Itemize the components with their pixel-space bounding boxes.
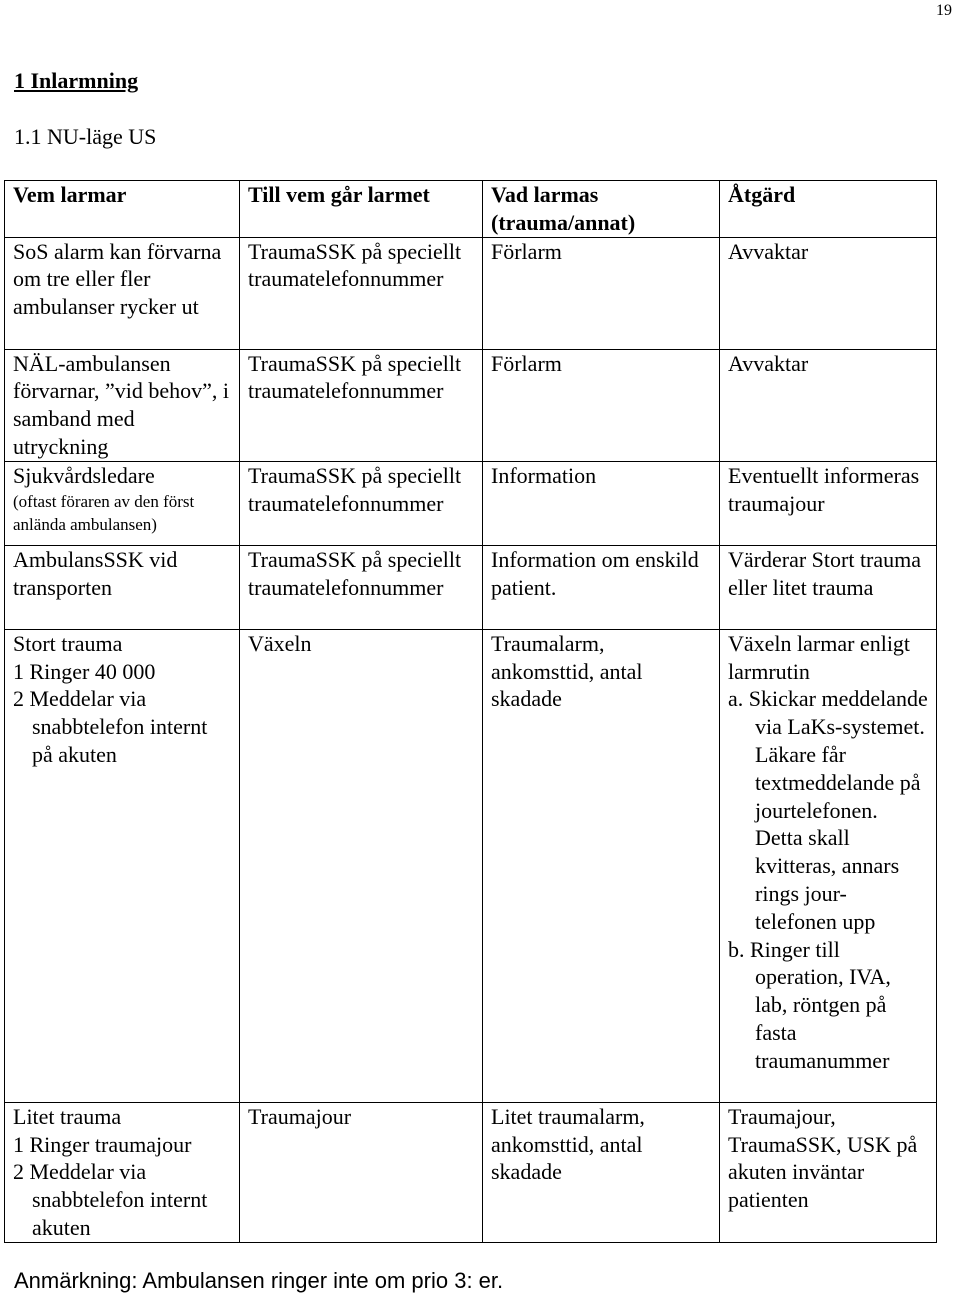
cell-who-title: Stort trauma (13, 630, 123, 656)
section-heading: 1 Inlarmning (14, 68, 139, 93)
cell-action (720, 629, 937, 1102)
subsection-heading: 1.1 NU-läge US (14, 124, 157, 149)
cell-action: Traumajour, TraumaSSK, USK på akuten inväntar patienten (720, 1102, 937, 1242)
cell-who-title: Sjukvårdsledare (13, 462, 155, 488)
cell-what: Information (483, 461, 720, 545)
cell-who-step: 2 Meddelar via snabbtelefon internt på akuten (13, 686, 208, 767)
header-who: Vem larmar (5, 181, 240, 238)
cell-who-step: 2 Meddelar via snabbtelefon internt akuten (13, 1159, 208, 1240)
table-row (5, 237, 937, 349)
alarm-table (4, 180, 937, 1243)
cell-to: TraumaSSK på speciellt traumatelefonnummer (240, 349, 483, 461)
cell-who (5, 1102, 240, 1242)
table-row (5, 461, 937, 545)
cell-who (5, 629, 240, 1102)
cell-action-step: a. Skickar meddelande via LaKs-systemet. Läkare får textmeddelande på jourtelefonen. Detta skall kvitteras, annars rings jour-telefonen upp (728, 686, 928, 934)
cell-what: Förlarm (483, 349, 720, 461)
table-row (5, 349, 937, 461)
footnote: Anmärkning: Ambulansen ringer inte om prio 3: er. (14, 1268, 504, 1293)
cell-to: Växeln (240, 629, 483, 1102)
cell-who (5, 461, 240, 545)
cell-to: TraumaSSK på speciellt traumatelefonnummer (240, 461, 483, 545)
cell-to: TraumaSSK på speciellt traumatelefonnummer (240, 545, 483, 629)
cell-action: Avvaktar (720, 349, 937, 461)
cell-action: Eventuellt informeras traumajour (720, 461, 937, 545)
cell-action: Avvaktar (720, 237, 937, 349)
cell-who: SoS alarm kan förvarna om tre eller fler ambulanser rycker ut (5, 237, 240, 349)
cell-who: AmbulansSSK vid transporten (5, 545, 240, 629)
header-to: Till vem går larmet (240, 181, 483, 238)
cell-who-step: 1 Ringer traumajour (13, 1131, 192, 1157)
header-what: Vad larmas (trauma/annat) (483, 181, 720, 238)
cell-what: Förlarm (483, 237, 720, 349)
table-row (5, 629, 937, 1102)
cell-who-note: (oftast föraren av den först anlända ambulansen) (13, 491, 195, 534)
cell-who-step: 1 Ringer 40 000 (13, 658, 156, 684)
cell-to: TraumaSSK på speciellt traumatelefonnummer (240, 237, 483, 349)
cell-who: NÄL-ambulansen förvarnar, ”vid behov”, i samband med utryckning (5, 349, 240, 461)
cell-what: Traumalarm, ankomsttid, antal skadade (483, 629, 720, 1102)
table-row (5, 1102, 937, 1242)
cell-who-title: Litet trauma (13, 1103, 122, 1129)
cell-action: Värderar Stort trauma eller litet trauma (720, 545, 937, 629)
cell-to: Traumajour (240, 1102, 483, 1242)
table-row (5, 545, 937, 629)
cell-what: Litet traumalarm, ankomsttid, antal skadade (483, 1102, 720, 1242)
page-number: 19 (936, 2, 952, 19)
cell-what: Information om enskild patient. (483, 545, 720, 629)
header-action: Åtgärd (720, 181, 937, 238)
cell-action-intro: Växeln larmar enligt larmrutin (728, 630, 911, 684)
table-header-row (5, 181, 937, 238)
cell-action-step: b. Ringer till operation, IVA, lab, röntgen på fasta traumanummer (728, 936, 891, 1073)
